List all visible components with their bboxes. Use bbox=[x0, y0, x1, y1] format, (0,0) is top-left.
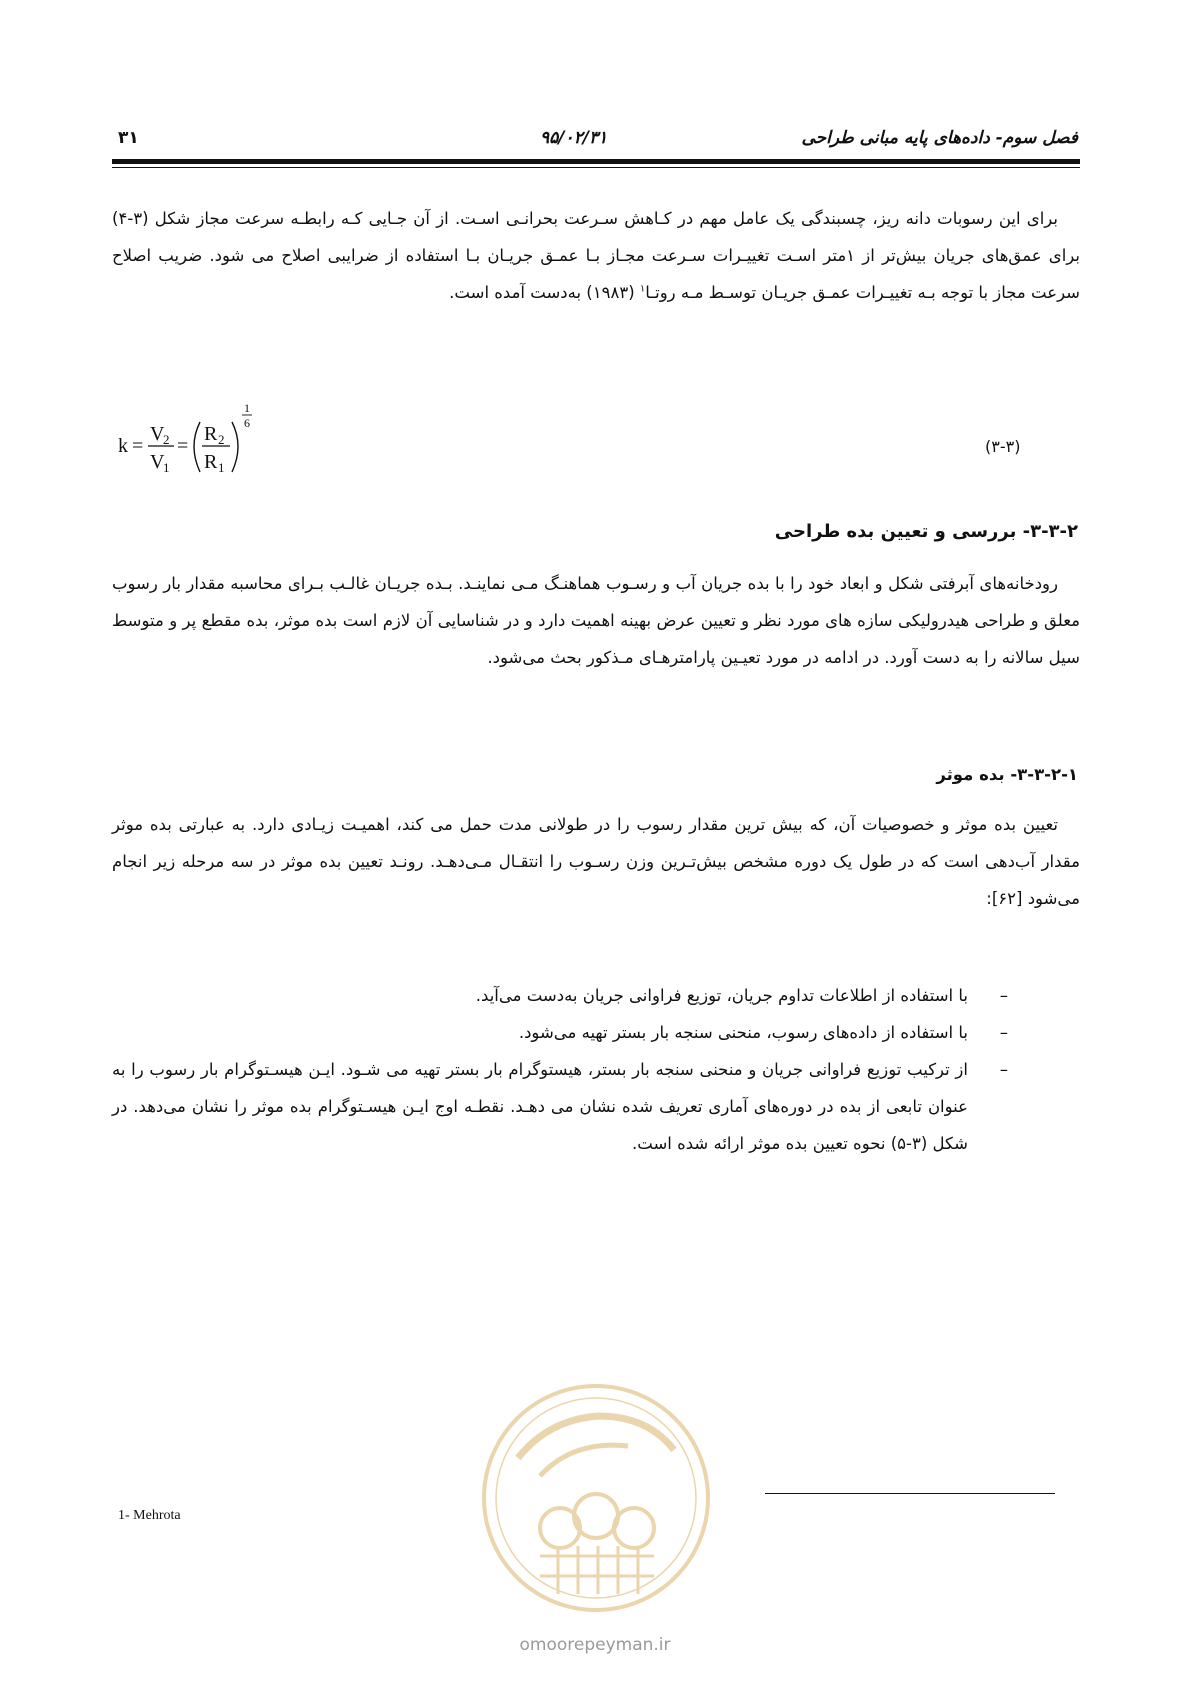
eq-v1: V bbox=[150, 451, 165, 473]
bullet-list bbox=[112, 977, 1080, 1162]
header-chapter-title: فصل سوم- داده‌های پایه مبانی طراحی bbox=[801, 128, 1078, 148]
paragraph-intro-tail: (۱۹۸۳) به‌دست آمده است. bbox=[449, 283, 640, 302]
eq-v2: V bbox=[150, 423, 165, 445]
paragraph-effective-discharge-text: تعیین بده موثر و خصوصیات آن، که بیش ترین مقدار رسوب را در طولانی مدت حمل می کند، اهمیـت زیـادی دارد. به عبارتی بده موثر مقدار آب‌دهی است که در طول یک دوره مشخص بیش‌تـرین وزن رسـوب را انتقـال مـی‌دهـد. رونـد تعیین بده موثر در سه مرحله زیر انجام می‌شود [۶۲]: bbox=[112, 815, 1080, 908]
bullet-dash: – bbox=[999, 1060, 1008, 1079]
eq-equals-1: = bbox=[132, 435, 144, 457]
eq-exp-den: 6 bbox=[244, 416, 250, 430]
bullet-text: با استفاده از داده‌های رسوب، منحنی سنجه بار بستر تهیه می‌شود. bbox=[518, 1023, 968, 1042]
header-rule-thin bbox=[112, 167, 1080, 168]
bullet-dash: – bbox=[999, 1023, 1008, 1042]
eq-exp-num: 1 bbox=[244, 401, 250, 415]
footnote-text: 1- Mehrota bbox=[118, 1508, 181, 1523]
header-date: ۹۵/۰۲/۳۱ bbox=[540, 128, 608, 148]
eq-v1-sub: 1 bbox=[163, 460, 170, 475]
bullet-dash: – bbox=[999, 986, 1008, 1005]
header-rule-thick bbox=[112, 159, 1080, 164]
watermark-logo-icon bbox=[478, 1380, 714, 1616]
watermark-url: omoorepeyman.ir bbox=[519, 1635, 671, 1655]
bullet-text: از ترکیب توزیع فراوانی جریان و منحنی سنجه بار بستر، هیستوگرام بار بستر تهیه می شـود. ایـن هیسـتوگرام بار رسوب را به عنوان تابعی از بده در دوره‌های آماری تعریف شده نشان می دهـد. نقطـه اوج ایـن هیسـتوگرام بده موثر را نشان می‌دهد. در شکل (۳-۵) نحوه تعیین بده موثر ارائه شده است. bbox=[112, 1060, 968, 1153]
list-item bbox=[112, 1051, 1080, 1162]
eq-equals-2: = bbox=[177, 435, 189, 457]
list-item bbox=[112, 977, 1080, 1014]
section-heading-effective-discharge: ۳-۳-۲-۱- بده موثر bbox=[936, 765, 1078, 784]
bullet-text: با استفاده از اطلاعات تداوم جریان، توزیع فراوانی جریان به‌دست می‌آید. bbox=[475, 986, 968, 1005]
equation-formula bbox=[118, 400, 278, 490]
eq-k: k bbox=[118, 435, 128, 457]
paragraph-effective-discharge bbox=[112, 806, 1080, 917]
paragraph-intro bbox=[112, 200, 1080, 311]
eq-v2-sub: 2 bbox=[163, 432, 170, 447]
paragraph-design-discharge-text: رودخانه‌های آبرفتی شکل و ابعاد خود را با بده جریان آب و رسـوب هماهنـگ مـی نماینـد. بـده جریـان غالـب بـرای محاسبه مقدار بار رسوب معلق و طراحی هیدرولیکی سازه های مورد نظر و تعیین عرض بهینه اهمیت دارد و در شناسایی آن لازم است بده موثر، بده مقطع پر و متوسط سیل سالانه را به دست آورد. در ادامه در مورد تعیـین پارامترهـای مـذکور بحث می‌شود. bbox=[112, 574, 1080, 667]
header-page-number: ۳۱ bbox=[118, 128, 139, 148]
section-heading-design-discharge: ۳-۳-۲- بررسی و تعیین بده طراحی bbox=[774, 521, 1078, 542]
eq-r1: R bbox=[204, 451, 218, 473]
paragraph-intro-text: برای این رسوبات دانه ریز، چسبندگی یک عامل مهم در کـاهش سـرعت بحرانـی اسـت. از آن جـایی کـه رابطـه سرعت مجاز شکل (۳-۴) برای عمق‌های جریان بیش‌تر از ۱متر اسـت تغییـرات سـرعت مجـاز بـا عمـق جریـان بـا استفاده از ضرایبی اصلاح می شود. ضریب اصلاح سرعت مجاز با توجه بـه تغییـرات عمـق جریـان توسـط مـه روتـا bbox=[112, 209, 1080, 302]
eq-r2: R bbox=[204, 423, 218, 445]
footnote-marker: ۱ bbox=[639, 283, 646, 295]
list-item bbox=[112, 1014, 1080, 1051]
equation-number: (۳-۳) bbox=[985, 437, 1021, 456]
paragraph-design-discharge bbox=[112, 565, 1080, 676]
eq-r1-sub: 1 bbox=[218, 460, 225, 475]
footnote-separator bbox=[765, 1493, 1055, 1494]
eq-r2-sub: 2 bbox=[218, 432, 225, 447]
